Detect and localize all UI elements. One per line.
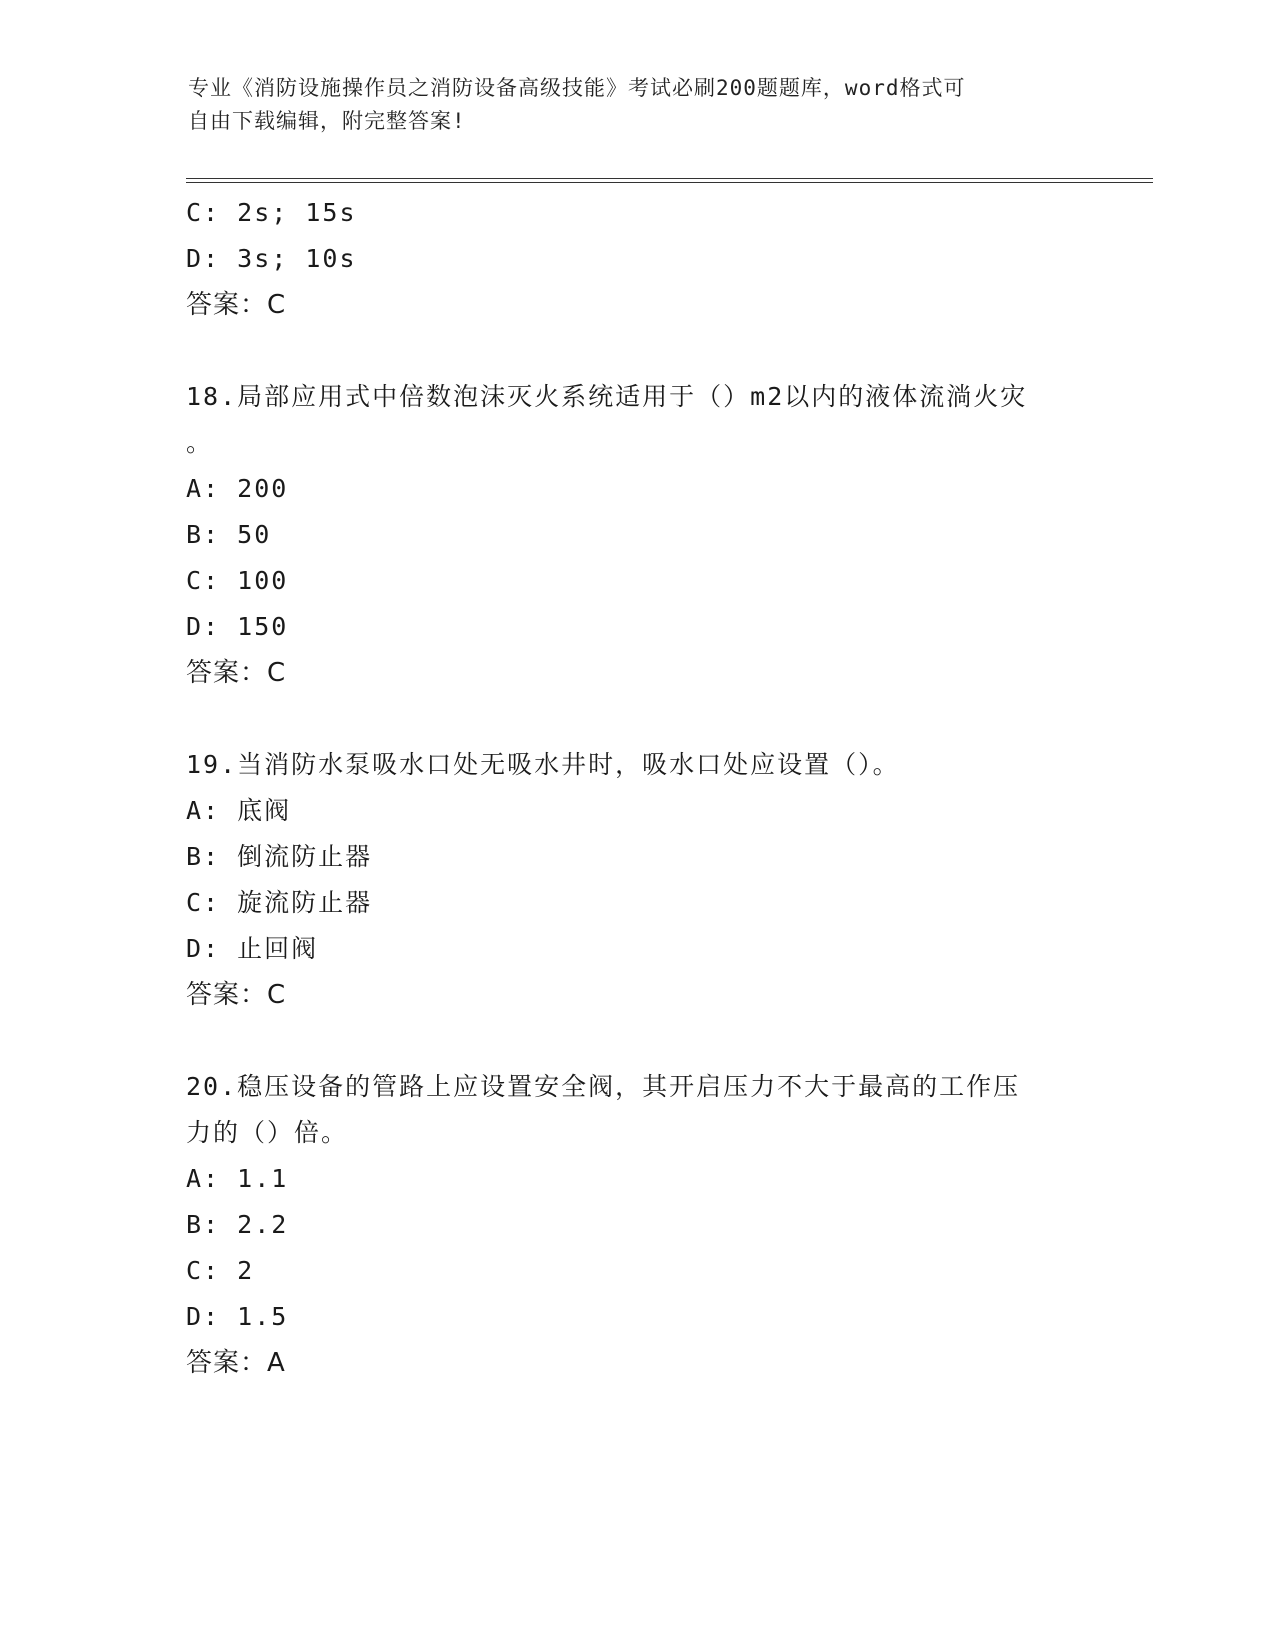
- option-a: A: 200: [186, 474, 289, 503]
- option-a: A: 底阀: [186, 796, 292, 825]
- header-line-2: 自由下载编辑，附完整答案!: [188, 109, 466, 133]
- header-divider: [186, 182, 1153, 183]
- question-stem: 19.当消防水泵吸水口处无吸水井时，吸水口处应设置（）。: [186, 750, 900, 779]
- page-header: [188, 72, 1088, 138]
- question-list: [186, 190, 1086, 1386]
- option-d: D: 1.5: [186, 1302, 289, 1331]
- question-19: [186, 742, 1086, 1018]
- option-d: D: 止回阀: [186, 934, 319, 963]
- option-c: C: 100: [186, 566, 289, 595]
- option-b: B: 50: [186, 520, 272, 549]
- question-20: [186, 1064, 1086, 1386]
- answer: 答案：C: [186, 658, 287, 688]
- question-stem: 18.局部应用式中倍数泡沫灭火系统适用于（）m2以内的液体流淌火灾: [186, 382, 1028, 411]
- spacer: [186, 328, 1086, 374]
- option-c: C: 2: [186, 1256, 255, 1285]
- prev-question: [186, 190, 1086, 328]
- option-c: C: 旋流防止器: [186, 888, 373, 917]
- question-stem: 20.稳压设备的管路上应设置安全阀，其开启压力不大于最高的工作压: [186, 1072, 1021, 1101]
- spacer: [186, 1018, 1086, 1064]
- answer: 答案：A: [186, 1348, 286, 1378]
- option-b: B: 倒流防止器: [186, 842, 373, 871]
- option-c: C: 2s; 15s: [186, 198, 357, 227]
- option-a: A: 1.1: [186, 1164, 289, 1193]
- answer: 答案：C: [186, 290, 287, 320]
- option-b: B: 2.2: [186, 1210, 289, 1239]
- option-d: D: 3s; 10s: [186, 244, 357, 273]
- option-d: D: 150: [186, 612, 289, 641]
- spacer: [186, 696, 1086, 742]
- question-stem-cont: 力的（）倍。: [186, 1118, 349, 1147]
- header-divider: [186, 178, 1153, 179]
- question-stem-cont: 。: [186, 428, 214, 457]
- header-line-1: 专业《消防设施操作员之消防设备高级技能》考试必刷200题题库，word格式可: [188, 76, 966, 100]
- question-18: [186, 374, 1086, 696]
- answer: 答案：C: [186, 980, 287, 1010]
